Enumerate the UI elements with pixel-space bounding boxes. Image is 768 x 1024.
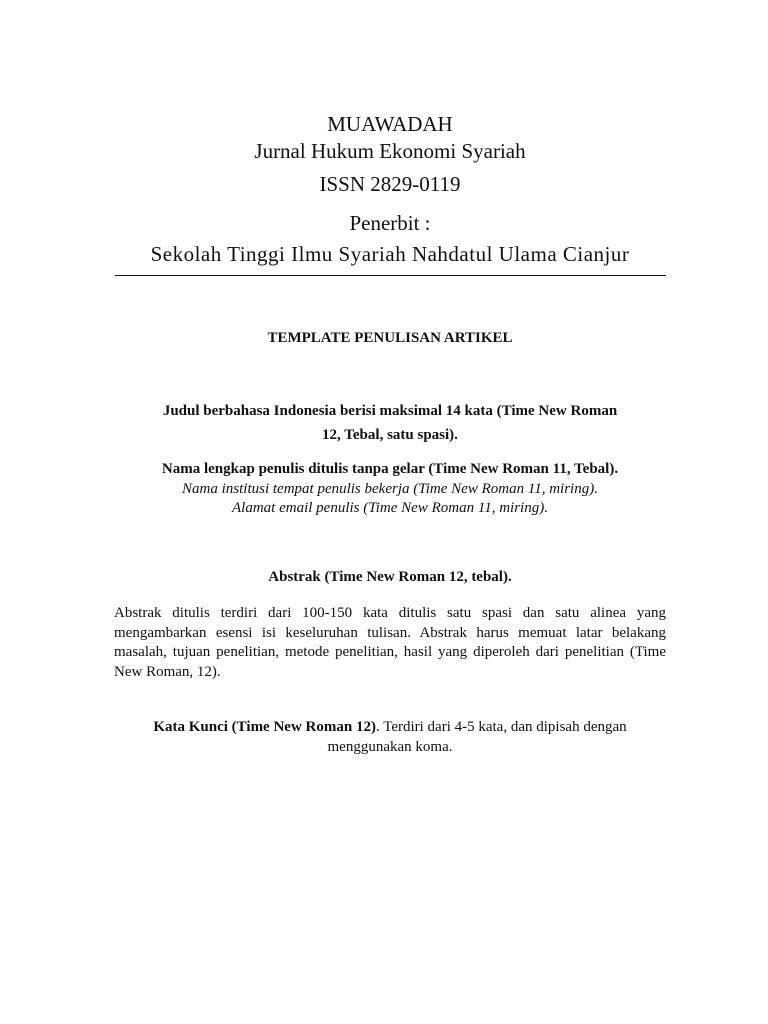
publisher-label: Penerbit : (349, 211, 431, 235)
template-title: TEMPLATE PENULISAN ARTIKEL (267, 330, 513, 346)
abstract-heading: Abstrak (Time New Roman 12, tebal). (268, 569, 512, 585)
keywords-label: Kata Kunci (Time New Roman 12) (153, 719, 376, 735)
author-email: Alamat email penulis (Time New Roman 11, miring). (232, 500, 548, 516)
keywords-paragraph (120, 717, 660, 757)
journal-name: MUAWADAH (327, 112, 453, 136)
journal-subtitle: Jurnal Hukum Ekonomi Syariah (254, 139, 526, 163)
issn: ISSN 2829-0119 (319, 172, 461, 196)
abstract-body: Abstrak ditulis terdiri dari 100-150 kata ditulis satu spasi dan satu alinea yang mengambarkan esensi isi keseluruhan tulisan. Abstrak harus memuat latar belakang masalah, tujuan penelitian, metode penelitian, hasil yang diperoleh dari penelitian (Time New Roman, 12). (114, 605, 666, 680)
article-title-line-1: Judul berbahasa Indonesia berisi maksimal 14 kata (Time New Roman (162, 403, 618, 419)
author-institution: Nama institusi tempat penulis bekerja (Time New Roman 11, miring). (182, 481, 598, 497)
author-name: Nama lengkap penulis ditulis tanpa gelar (Time New Roman 11, Tebal). (161, 461, 619, 477)
header-divider (115, 275, 666, 276)
keywords-text: . Terdiri dari 4-5 kata, dan dipisah dengan menggunakan koma. (327, 719, 627, 755)
article-title-line-2: 12, Tebal, satu spasi). (322, 427, 458, 443)
publisher-name: Sekolah Tinggi Ilmu Syariah Nahdatul Ulama Cianjur (150, 242, 630, 266)
